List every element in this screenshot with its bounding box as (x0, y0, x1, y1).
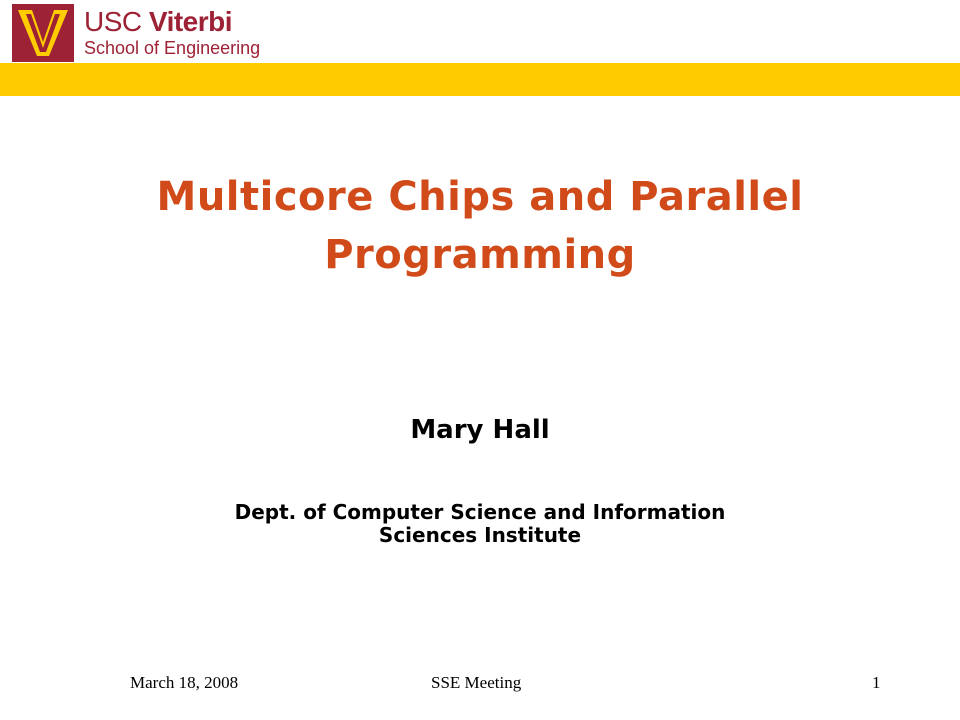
footer-date: March 18, 2008 (130, 673, 239, 692)
logo-usc-text: USC (84, 6, 142, 37)
footer-page-number: 1 (872, 673, 881, 692)
affiliation (120, 501, 840, 547)
logo-wordmark (84, 6, 232, 38)
logo-viterbi-text: Viterbi (148, 6, 233, 37)
affiliation-line-1: Dept. of Computer Science and Information (234, 500, 726, 524)
affiliation-line-2: Sciences Institute (378, 523, 582, 547)
header-band (0, 63, 960, 96)
footer-event: SSE Meeting (431, 673, 522, 692)
logo-school-text: School of Engineering (84, 38, 261, 58)
author-name: Mary Hall (410, 415, 550, 445)
usc-viterbi-logo (12, 4, 261, 62)
slide-title-line-1: Multicore Chips and Parallel (156, 174, 804, 220)
viterbi-v-logo-icon (12, 4, 74, 62)
slide-title (60, 168, 900, 284)
slide-title-line-2: Programming (324, 232, 636, 278)
